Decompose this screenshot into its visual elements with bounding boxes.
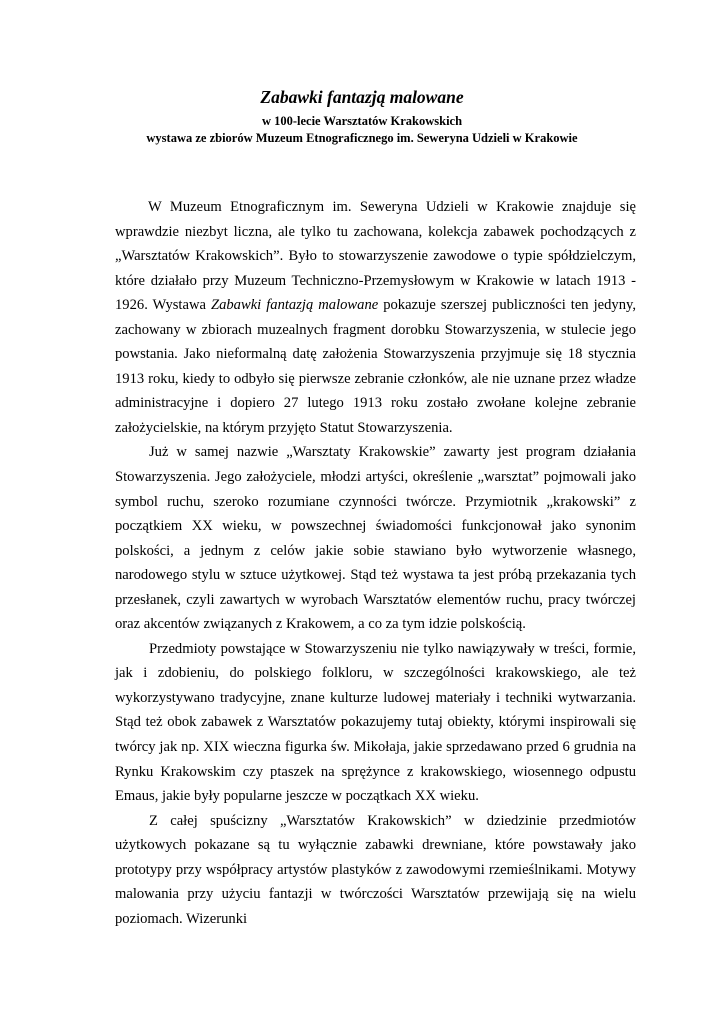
- paragraph-1-text-b: pokazuje szerszej publiczności ten jedyny, zachowany w zbiorach muzealnych fragment dorobku Stowarzyszenia, w stulecie jego powstania. Jako nieformalną datę założenia Stowarzyszenia przyjmuje się 18 stycznia 1913 roku, kiedy to odbyło się pierwsze zebranie członków, ale nie uznane przez władze administracyjne i dopiero 27 lutego 1913 roku zostało zwołane kolejne zebranie założycielskie, na którym przyjęto Statut Stowarzyszenia.: [115, 297, 637, 436]
- paragraph-1: [115, 195, 636, 440]
- document-body: [115, 195, 636, 931]
- paragraph-2: Już w samej nazwie „Warsztaty Krakowskie” zawarty jest program działania Stowarzyszenia. Jego założyciele, młodzi artyści, określenie „warsztat” pojmowali jako symbol ruchu, szeroko rozumiane czynności twórcze. Przymiotnik „krakowski” z początkiem XX wieku, w powszechnej świadomości funkcjonował jako synonim polskości, a jednym z celów jakie sobie stawiano było wytworzenie własnego, narodowego stylu w sztuce użytkowej. Stąd też wystawa ta jest próbą przekazania tych przesłanek, czyli zawartych w wyrobach Warsztatów elementów ruchu, pracy twórczej oraz akcentów związanych z Krakowem, a co za tym idzie polskością.: [115, 444, 636, 633]
- paragraph-3: Przedmioty powstające w Stowarzyszeniu nie tylko nawiązywały w treści, formie, jak i zdobieniu, do polskiego folkloru, w szczególności krakowskiego, ale też wykorzystywano tradycyjne, znane kulturze ludowej materiały i techniki wytwarzania. Stąd też obok zabawek z Warsztatów pokazujemy tutaj obiekty, którymi inspirowali się twórcy jak np. XIX wieczna figurka św. Mikołaja, jakie sprzedawano przed 6 grudnia na Rynku Krakowskim czy ptaszek na sprężynce z krakowskiego, wiosennego odpustu Emaus, jakie były popularne jeszcze w początkach XX wieku.: [115, 640, 636, 805]
- paragraph-1-text-a: W Muzeum Etnograficznym im. Seweryna Udzieli w Krakowie znajduje się wprawdzie niezbyt liczna, ale tylko tu zachowana, kolekcja zabawek pochodzących z „Warsztatów Krakowskich”. Było to stowarzyszenie zawodowe o typie spółdzielczym, które działało przy Muzeum Techniczno-Przemysłowym w Krakowie w latach 1913 - 1926. Wystawa: [115, 199, 636, 314]
- document-subtitle-line-1: w 100-lecie Warsztatów Krakowskich: [261, 114, 463, 128]
- document-title: Zabawki fantazją malowane: [260, 87, 464, 107]
- document-subtitle-line-2: wystawa ze zbiorów Muzeum Etnograficznego im. Seweryna Udzieli w Krakowie: [146, 131, 578, 145]
- exhibition-title-italic: Zabawki fantazją malowane: [210, 297, 379, 314]
- paragraph-4: Z całej spuścizny „Warsztatów Krakowskich” w dziedzinie przedmiotów użytkowych pokazane są tu wyłącznie zabawki drewniane, które powstawały jako prototypy przy współpracy artystów plastyków z zawodowymi rzemieślnikami. Motywy malowania przy użyciu fantazji w twórczości Warsztatów przewijają się na wielu poziomach. Wizerunki: [115, 812, 636, 927]
